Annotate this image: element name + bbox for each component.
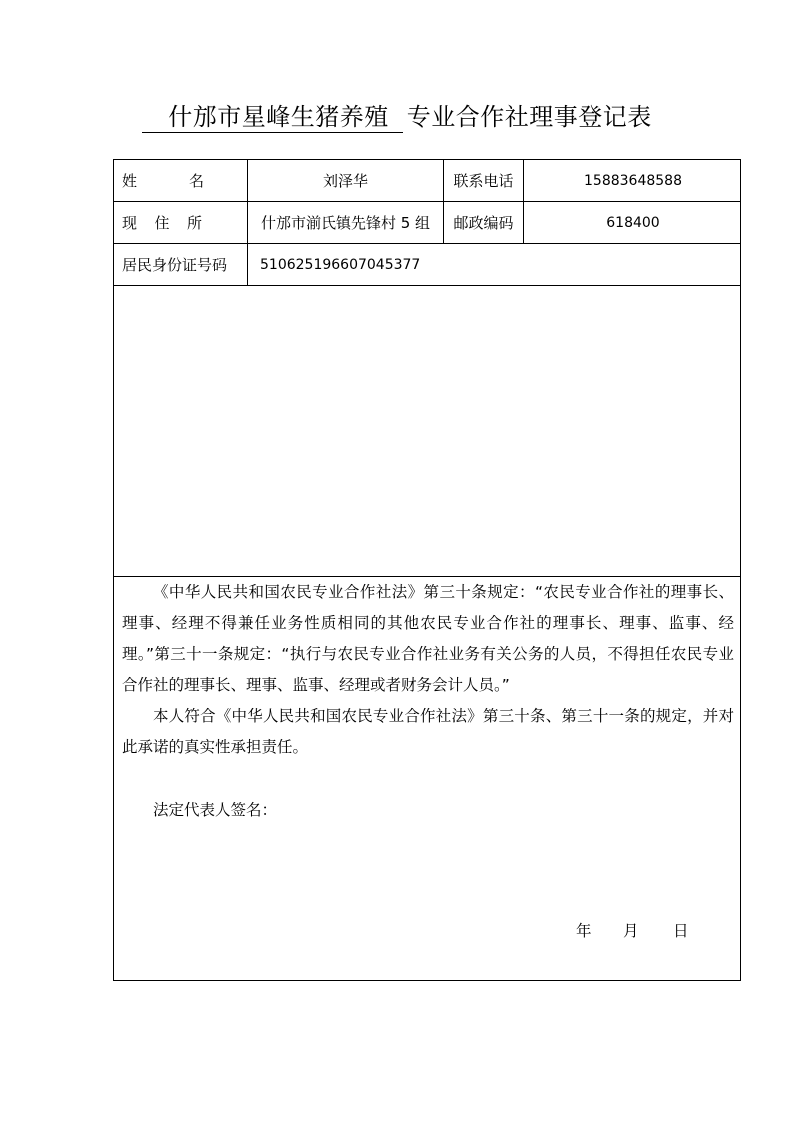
title-cooperative-name: 什邡市星峰生猪养殖 (142, 102, 403, 133)
month-label: 月 (623, 922, 639, 940)
name-label: 姓 名 (122, 172, 204, 190)
declaration-paragraph-1: 《中华人民共和国农民专业合作社法》第三十条规定：“农民专业合作社的理事长、理事、经理不得兼任业务性质相同的其他农民专业合作社的理事长、理事、监事、经理。”第三十一条规定：“执行与农民专业合作社业务有关公务的人员，不得担任农民专业合作社的理事长、理事、监事、经理或者财务会计人员。” (122, 583, 734, 694)
id-label: 居民身份证号码 (122, 256, 228, 274)
name-value: 刘泽华 (247, 160, 443, 201)
address-value: 什邡市湔氏镇先锋村 5 组 (247, 202, 443, 243)
name-row (114, 160, 740, 202)
phone-label: 联系电话 (443, 160, 523, 201)
address-label: 现 住 所 (122, 214, 202, 232)
name-label-cell (114, 160, 247, 201)
postcode-value: 618400 (523, 202, 742, 243)
postcode-label: 邮政编码 (443, 202, 523, 243)
blank-area (114, 286, 740, 577)
address-label-cell (114, 202, 247, 243)
address-row (114, 202, 740, 244)
id-value: 510625196607045377 (247, 244, 742, 285)
date-line (576, 916, 689, 947)
document-title (0, 100, 794, 134)
title-form-name: 专业合作社理事登记表 (406, 103, 652, 131)
day-label: 日 (673, 922, 689, 940)
declaration-paragraph-2: 本人符合《中华人民共和国农民专业合作社法》第三十条、第三十一条的规定，并对此承诺的真实性承担责任。 (122, 707, 734, 756)
declaration-section (114, 577, 740, 982)
year-label: 年 (576, 922, 592, 940)
signature-label: 法定代表人签名： (153, 801, 278, 819)
registration-form (113, 159, 741, 981)
id-row (114, 244, 740, 286)
phone-value: 15883648588 (523, 160, 742, 201)
